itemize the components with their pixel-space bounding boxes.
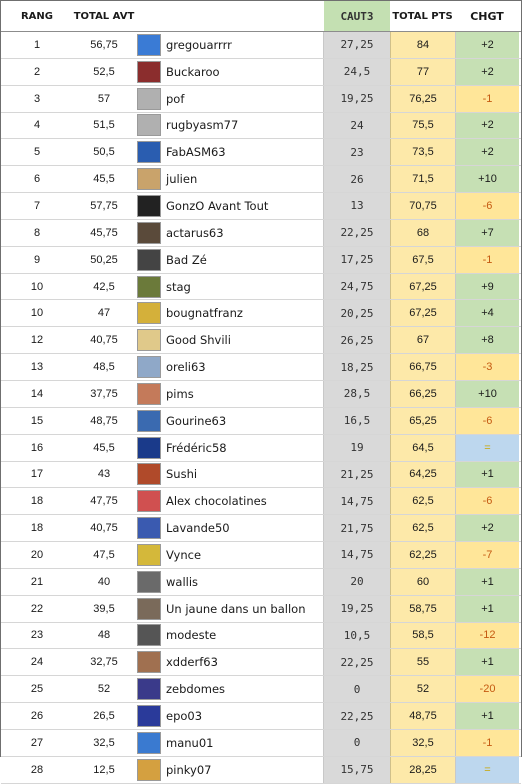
total-avt-cell: 45,5 [93, 173, 115, 186]
caut3-cell: 28,5 [324, 381, 390, 407]
avatar [137, 732, 161, 754]
avatar-cell [135, 542, 163, 568]
caut3-cell: 19 [324, 435, 390, 461]
player-name-cell: pims [163, 381, 324, 407]
avatar-cell [135, 408, 163, 434]
avatar [137, 34, 161, 56]
avatar-cell [135, 354, 163, 380]
rank-cell: 24 [30, 656, 44, 669]
total-pts-cell: 64,25 [390, 462, 455, 488]
avatar [137, 624, 161, 646]
avatar-cell [135, 327, 163, 353]
caut3-cell: 20 [324, 569, 390, 595]
player-name-cell: pinky07 [163, 757, 324, 783]
total-avt-cell: 42,5 [93, 280, 115, 293]
chgt-cell: -20 [455, 676, 519, 702]
avatar [137, 490, 161, 512]
total-pts-cell: 55 [390, 649, 455, 675]
table-row [1, 676, 521, 703]
avatar [137, 276, 161, 298]
table-row [1, 220, 521, 247]
chgt-cell: +7 [455, 220, 519, 246]
caut3-cell: 26 [324, 166, 390, 192]
player-name-cell: wallis [163, 569, 324, 595]
chgt-cell: -6 [455, 193, 519, 219]
chgt-cell: +1 [455, 569, 519, 595]
caut3-cell: 13 [324, 193, 390, 219]
avatar [137, 383, 161, 405]
table-row [1, 59, 521, 86]
player-name-cell: epo03 [163, 703, 324, 729]
table-row [1, 730, 521, 757]
total-avt-cell: 26,5 [93, 710, 115, 723]
rank-cell: 18 [30, 522, 44, 535]
rank-cell: 9 [33, 253, 41, 266]
total-pts-cell: 73,5 [390, 139, 455, 165]
caut3-cell: 15,75 [324, 757, 390, 783]
table-row [1, 86, 521, 113]
caut3-cell: 24 [324, 113, 390, 139]
caut3-cell: 17,25 [324, 247, 390, 273]
rank-cell: 26 [30, 710, 44, 723]
table-row [1, 381, 521, 408]
total-avt-cell: 45,5 [93, 441, 115, 454]
caut3-cell: 16,5 [324, 408, 390, 434]
chgt-cell: +1 [455, 703, 519, 729]
player-name-cell: Gourine63 [163, 408, 324, 434]
table-row [1, 703, 521, 730]
table-row [1, 247, 521, 274]
chgt-cell: -7 [455, 542, 519, 568]
avatar-cell [135, 166, 163, 192]
chgt-cell: +2 [455, 32, 519, 58]
total-avt-cell: 39,5 [93, 602, 115, 615]
rank-cell: 4 [33, 119, 41, 132]
chgt-cell: +2 [455, 59, 519, 85]
caut3-cell: 22,25 [324, 703, 390, 729]
total-pts-cell: 48,75 [390, 703, 455, 729]
avatar [137, 651, 161, 673]
player-name-cell: GonzO Avant Tout [163, 193, 324, 219]
chgt-cell: +10 [455, 381, 519, 407]
total-avt-cell: 48,5 [93, 361, 115, 374]
player-name-cell: Lavande50 [163, 515, 324, 541]
total-pts-cell: 62,5 [390, 515, 455, 541]
rank-cell: 28 [30, 763, 44, 776]
player-name-cell: zebdomes [163, 676, 324, 702]
chgt-cell: -3 [455, 354, 519, 380]
table-row [1, 166, 521, 193]
total-pts-cell: 62,5 [390, 488, 455, 514]
total-avt-cell: 47,5 [93, 548, 115, 561]
rank-cell: 21 [30, 575, 44, 588]
total-avt-cell: 43 [97, 468, 111, 481]
table-row [1, 569, 521, 596]
chgt-cell: = [455, 757, 519, 783]
total-pts-cell: 32,5 [390, 730, 455, 756]
table-body [1, 32, 521, 784]
avatar-cell [135, 730, 163, 756]
table-row [1, 515, 521, 542]
player-name-cell: modeste [163, 623, 324, 649]
chgt-cell: -6 [455, 488, 519, 514]
table-row [1, 596, 521, 623]
total-pts-cell: 67 [390, 327, 455, 353]
caut3-cell: 10,5 [324, 623, 390, 649]
caut3-cell: 18,25 [324, 354, 390, 380]
table-row [1, 274, 521, 301]
player-name-cell: Vynce [163, 542, 324, 568]
avatar-cell [135, 596, 163, 622]
table-row [1, 300, 521, 327]
caut3-cell: 14,75 [324, 542, 390, 568]
rank-cell: 14 [30, 387, 44, 400]
table-row [1, 623, 521, 650]
total-avt-cell: 47,75 [90, 495, 118, 508]
chgt-cell: -6 [455, 408, 519, 434]
chgt-cell: +2 [455, 113, 519, 139]
rank-cell: 20 [30, 548, 44, 561]
avatar [137, 705, 161, 727]
rank-cell: 27 [30, 736, 44, 749]
caut3-cell: 21,75 [324, 515, 390, 541]
player-name-cell: gregouarrrr [163, 32, 324, 58]
caut3-cell: 21,25 [324, 462, 390, 488]
table-row [1, 649, 521, 676]
total-avt-cell: 56,75 [90, 38, 118, 51]
table-row [1, 462, 521, 489]
avatar [137, 571, 161, 593]
avatar-cell [135, 300, 163, 326]
total-avt-cell: 57,75 [90, 199, 118, 212]
total-avt-cell: 47 [97, 307, 111, 320]
avatar-cell [135, 247, 163, 273]
avatar-cell [135, 462, 163, 488]
avatar-cell [135, 488, 163, 514]
header-caut3: CAUT3 [324, 1, 390, 31]
player-name-cell: pof [163, 86, 324, 112]
avatar-cell [135, 220, 163, 246]
caut3-cell: 23 [324, 139, 390, 165]
player-name-cell: manu01 [163, 730, 324, 756]
caut3-cell: 22,25 [324, 649, 390, 675]
rank-cell: 16 [30, 441, 44, 454]
rank-cell: 22 [30, 602, 44, 615]
total-pts-cell: 67,25 [390, 274, 455, 300]
total-pts-cell: 71,5 [390, 166, 455, 192]
avatar-cell [135, 676, 163, 702]
total-avt-cell: 32,75 [90, 656, 118, 669]
avatar [137, 410, 161, 432]
player-name-cell: rugbyasm77 [163, 113, 324, 139]
avatar [137, 88, 161, 110]
total-pts-cell: 68 [390, 220, 455, 246]
rank-cell: 5 [33, 146, 41, 159]
total-pts-cell: 60 [390, 569, 455, 595]
avatar-cell [135, 139, 163, 165]
player-name-cell: Alex chocolatines [163, 488, 324, 514]
table-row [1, 32, 521, 59]
total-pts-cell: 52 [390, 676, 455, 702]
caut3-cell: 27,25 [324, 32, 390, 58]
header-chgt: CHGT [470, 9, 504, 23]
total-pts-cell: 77 [390, 59, 455, 85]
player-name-cell: bougnatfranz [163, 300, 324, 326]
avatar-cell [135, 86, 163, 112]
total-pts-cell: 62,25 [390, 542, 455, 568]
chgt-cell: +10 [455, 166, 519, 192]
caut3-cell: 22,25 [324, 220, 390, 246]
avatar [137, 141, 161, 163]
rank-cell: 15 [30, 414, 44, 427]
chgt-cell: +8 [455, 327, 519, 353]
header-total-pts: TOTAL PTS [390, 1, 455, 31]
chgt-cell: -12 [455, 623, 519, 649]
rank-cell: 2 [33, 65, 41, 78]
avatar-cell [135, 569, 163, 595]
avatar [137, 249, 161, 271]
caut3-cell: 20,25 [324, 300, 390, 326]
rank-cell: 3 [33, 92, 41, 105]
chgt-cell: +2 [455, 139, 519, 165]
total-pts-cell: 66,25 [390, 381, 455, 407]
rank-cell: 6 [33, 173, 41, 186]
chgt-cell: +9 [455, 274, 519, 300]
player-name-cell: stag [163, 274, 324, 300]
player-name-cell: xdderf63 [163, 649, 324, 675]
total-avt-cell: 40 [97, 575, 111, 588]
avatar [137, 222, 161, 244]
avatar [137, 356, 161, 378]
total-pts-cell: 76,25 [390, 86, 455, 112]
rank-cell: 7 [33, 199, 41, 212]
avatar-cell [135, 32, 163, 58]
header-name-spacer [163, 1, 324, 31]
caut3-cell: 24,75 [324, 274, 390, 300]
caut3-cell: 14,75 [324, 488, 390, 514]
total-pts-cell: 75,5 [390, 113, 455, 139]
total-avt-cell: 50,25 [90, 253, 118, 266]
table-row [1, 193, 521, 220]
chgt-cell: +1 [455, 596, 519, 622]
rank-cell: 12 [30, 334, 44, 347]
total-pts-cell: 66,75 [390, 354, 455, 380]
table-row [1, 757, 521, 784]
rank-cell: 1 [33, 38, 41, 51]
player-name-cell: Buckaroo [163, 59, 324, 85]
total-avt-cell: 51,5 [93, 119, 115, 132]
total-avt-cell: 45,75 [90, 226, 118, 239]
table-row [1, 139, 521, 166]
avatar [137, 544, 161, 566]
caut3-cell: 19,25 [324, 596, 390, 622]
player-name-cell: Bad Zé [163, 247, 324, 273]
table-row [1, 327, 521, 354]
avatar [137, 463, 161, 485]
table-row [1, 113, 521, 140]
chgt-cell: -1 [455, 86, 519, 112]
chgt-cell: -1 [455, 730, 519, 756]
avatar-cell [135, 703, 163, 729]
rank-cell: 25 [30, 683, 44, 696]
avatar-cell [135, 59, 163, 85]
player-name-cell: Good Shvili [163, 327, 324, 353]
header-total-avt: TOTAL AVT [73, 10, 135, 22]
chgt-cell: -1 [455, 247, 519, 273]
total-avt-cell: 48 [97, 629, 111, 642]
avatar-cell [135, 113, 163, 139]
rank-cell: 13 [30, 361, 44, 374]
caut3-cell: 0 [324, 676, 390, 702]
total-avt-cell: 32,5 [93, 736, 115, 749]
avatar-cell [135, 435, 163, 461]
total-avt-cell: 40,75 [90, 522, 118, 535]
total-avt-cell: 57 [97, 92, 111, 105]
total-pts-cell: 65,25 [390, 408, 455, 434]
total-avt-cell: 40,75 [90, 334, 118, 347]
player-name-cell: oreli63 [163, 354, 324, 380]
total-pts-cell: 84 [390, 32, 455, 58]
rank-cell: 17 [30, 468, 44, 481]
table-row [1, 435, 521, 462]
avatar [137, 195, 161, 217]
total-pts-cell: 64,5 [390, 435, 455, 461]
rank-cell: 10 [30, 280, 44, 293]
total-avt-cell: 12,5 [93, 763, 115, 776]
header-avatar-spacer [135, 1, 163, 31]
avatar [137, 517, 161, 539]
total-avt-cell: 52 [97, 683, 111, 696]
avatar-cell [135, 649, 163, 675]
table-row [1, 354, 521, 381]
avatar-cell [135, 274, 163, 300]
total-pts-cell: 67,5 [390, 247, 455, 273]
avatar [137, 678, 161, 700]
avatar-cell [135, 193, 163, 219]
player-name-cell: FabASM63 [163, 139, 324, 165]
table-row [1, 542, 521, 569]
avatar [137, 598, 161, 620]
chgt-cell: = [455, 435, 519, 461]
total-pts-cell: 58,5 [390, 623, 455, 649]
avatar [137, 759, 161, 781]
total-avt-cell: 37,75 [90, 387, 118, 400]
avatar-cell [135, 757, 163, 783]
avatar-cell [135, 623, 163, 649]
rank-cell: 10 [30, 307, 44, 320]
total-avt-cell: 48,75 [90, 414, 118, 427]
header-rang: RANG [20, 10, 54, 22]
player-name-cell: Frédéric58 [163, 435, 324, 461]
rank-cell: 23 [30, 629, 44, 642]
avatar [137, 61, 161, 83]
caut3-cell: 26,25 [324, 327, 390, 353]
player-name-cell: Un jaune dans un ballon [163, 596, 324, 622]
avatar [137, 302, 161, 324]
chgt-cell: +1 [455, 649, 519, 675]
avatar [137, 437, 161, 459]
avatar-cell [135, 515, 163, 541]
caut3-cell: 0 [324, 730, 390, 756]
chgt-cell: +1 [455, 462, 519, 488]
chgt-cell: +2 [455, 515, 519, 541]
rank-cell: 8 [33, 226, 41, 239]
chgt-cell: +4 [455, 300, 519, 326]
player-name-cell: Sushi [163, 462, 324, 488]
total-pts-cell: 70,75 [390, 193, 455, 219]
avatar-cell [135, 381, 163, 407]
total-avt-cell: 52,5 [93, 65, 115, 78]
total-avt-cell: 50,5 [93, 146, 115, 159]
total-pts-cell: 28,25 [390, 757, 455, 783]
total-pts-cell: 67,25 [390, 300, 455, 326]
player-name-cell: actarus63 [163, 220, 324, 246]
table-row [1, 408, 521, 435]
caut3-cell: 24,5 [324, 59, 390, 85]
avatar [137, 114, 161, 136]
player-name-cell: julien [163, 166, 324, 192]
caut3-cell: 19,25 [324, 86, 390, 112]
total-pts-cell: 58,75 [390, 596, 455, 622]
table-row [1, 488, 521, 515]
rank-cell: 18 [30, 495, 44, 508]
table-header [1, 1, 521, 32]
avatar [137, 329, 161, 351]
avatar [137, 168, 161, 190]
